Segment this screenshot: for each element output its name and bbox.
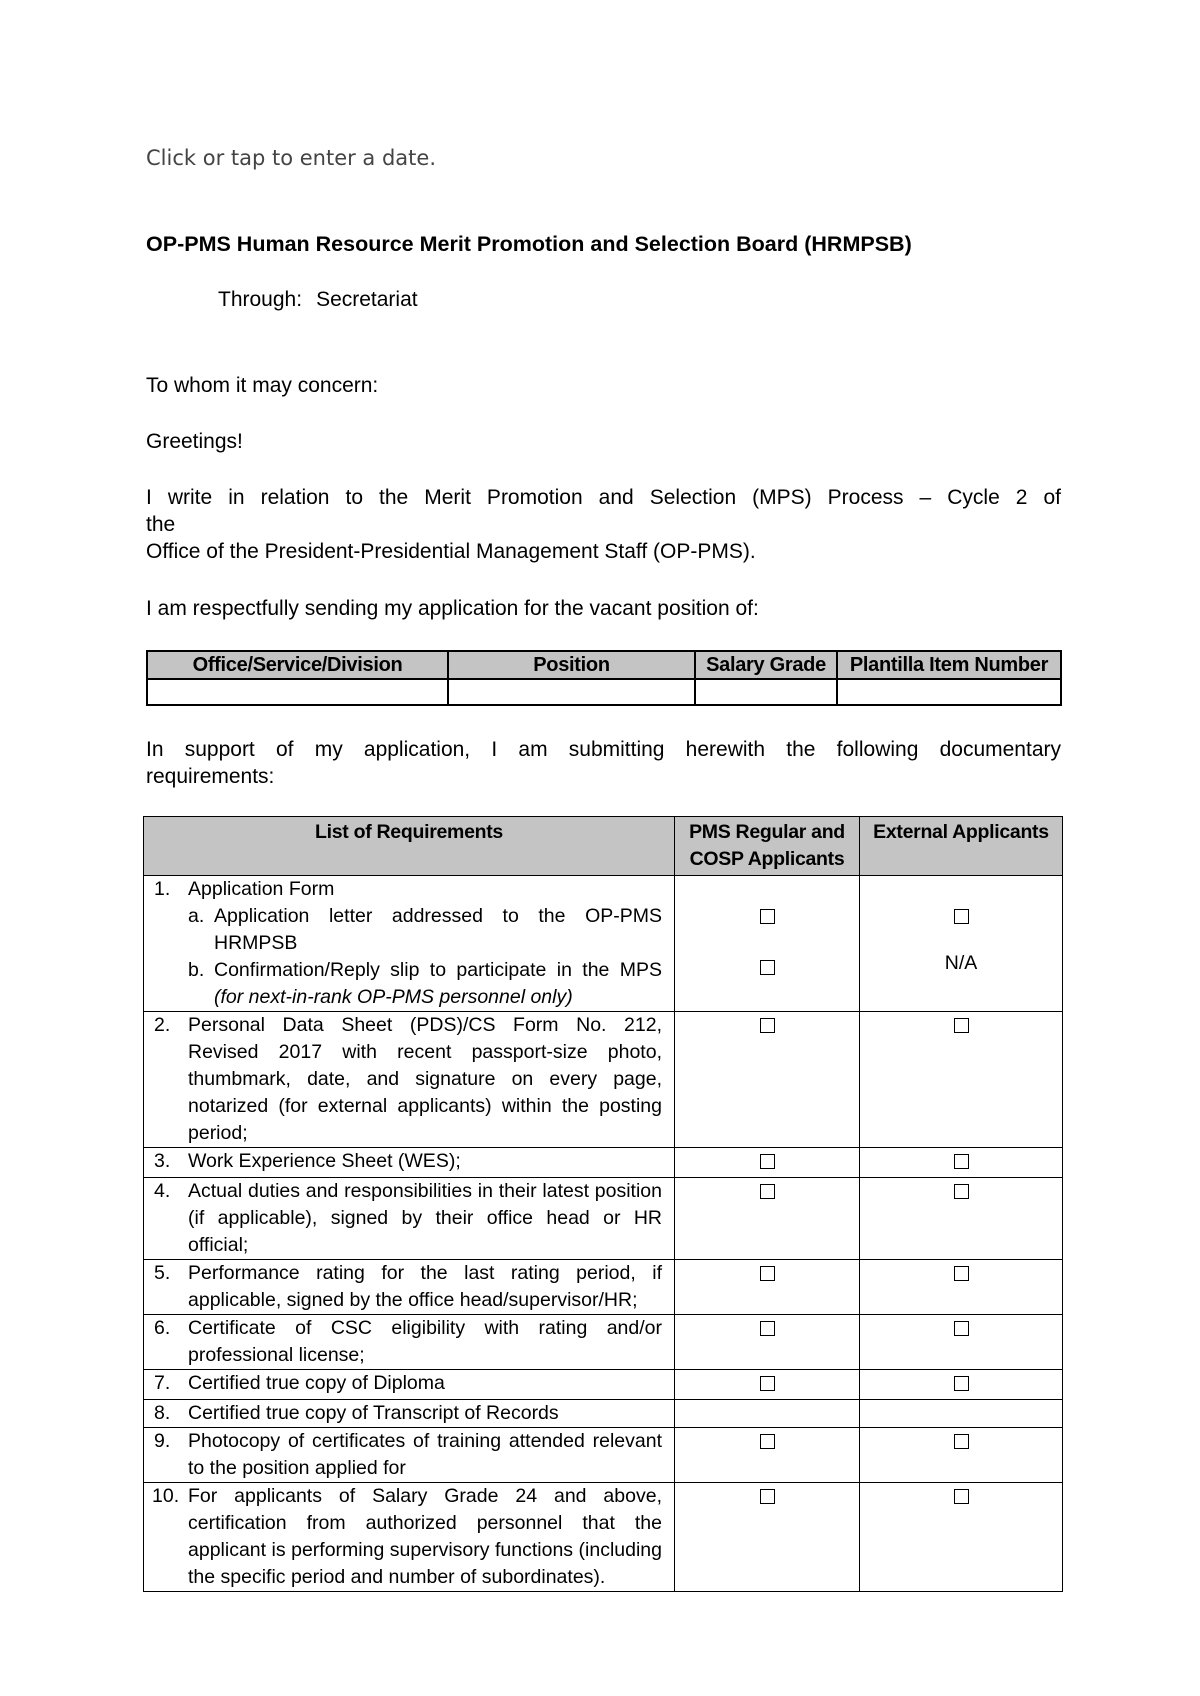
support-line-2: requirements: [146,765,275,788]
external-check-cell [860,1370,1063,1400]
item-number: 7. [154,1372,171,1394]
checkbox[interactable] [954,909,969,924]
office-input-cell[interactable] [147,679,448,705]
requirement-cell [144,1315,675,1370]
requirement-cell [144,1400,675,1428]
requirement-cell [144,1148,675,1178]
date-placeholder[interactable]: Click or tap to enter a date. [146,146,437,170]
position-table-input-row [147,679,1061,705]
intro-line-3: Office of the President-Presidential Management Staff (OP-PMS). [146,540,756,563]
item-number: 6. [154,1317,171,1339]
through-value: Secretariat [316,288,418,311]
external-check-cell [860,1260,1063,1315]
item-text: Actual duties and responsibilities in their latest position (if applicable), signed by their office head or HR official; [188,1180,662,1256]
table-row [144,876,1063,1012]
checkbox[interactable] [954,1434,969,1449]
item-text: Personal Data Sheet (PDS)/CS Form No. 212, Revised 2017 with recent passport-size photo, thumbmark, date, and signature on every page, notarized (for external applicants) within the posting period; [188,1014,662,1144]
checkbox[interactable] [954,1184,969,1199]
checkbox[interactable] [760,1184,775,1199]
col-pms-regular [675,817,860,876]
document-heading: OP-PMS Human Resource Merit Promotion and Selection Board (HRMPSB) [146,232,912,256]
external-check-cell [860,1315,1063,1370]
sub-letter: a. [188,905,205,927]
external-check-cell [860,1428,1063,1483]
checkbox[interactable] [760,909,775,924]
requirement-cell [144,1012,675,1148]
date-picker-field[interactable] [146,146,436,170]
col-plantilla: Plantilla Item Number [837,651,1061,679]
table-row [144,1428,1063,1483]
intro-line-1: I write in relation to the Merit Promotion and Selection (MPS) Process – Cycle 2 of [146,486,1061,509]
item-text: Performance rating for the last rating period, if applicable, signed by the office head/supervisor/HR; [188,1262,662,1311]
sub-text: Confirmation/Reply slip to participate in the MPS [214,959,662,981]
external-check-cell [860,876,1063,1012]
salary-grade-input-cell[interactable] [695,679,837,705]
pms-check-cell [675,1370,860,1400]
checkbox[interactable] [954,1266,969,1281]
table-row [144,1370,1063,1400]
checkbox[interactable] [760,1154,775,1169]
item-number: 8. [154,1402,171,1424]
item-number: 9. [154,1430,171,1452]
sub-text-italic: (for next-in-rank OP-PMS personnel only) [214,986,573,1008]
plantilla-input-cell[interactable] [837,679,1061,705]
sub-letter: b. [188,959,205,981]
pms-check-cell [675,1148,860,1178]
pms-check-cell [675,1178,860,1260]
sub-text: Application letter addressed to the OP-PMS HRMPSB [214,905,662,954]
pms-check-cell [675,1400,860,1428]
intro-line-2: the [146,513,176,536]
external-check-cell [860,1483,1063,1592]
requirement-cell [144,1260,675,1315]
requirements-header-row [144,817,1063,876]
checkbox[interactable] [760,1018,775,1033]
item-text: Work Experience Sheet (WES); [188,1150,461,1172]
item-number: 5. [154,1262,171,1284]
pms-check-cell [675,1315,860,1370]
pms-header-line-1: PMS Regular and [689,821,845,843]
through-line [218,288,418,312]
item-number: 10. [152,1485,180,1507]
na-label: N/A [944,952,978,974]
table-row [144,1012,1063,1148]
col-list-of-requirements: List of Requirements [144,817,675,876]
greeting: Greetings! [146,430,243,453]
checkbox[interactable] [760,1434,775,1449]
sending-paragraph: I am respectfully sending my application for the vacant position of: [146,597,759,620]
table-row [144,1400,1063,1428]
through-label: Through: [218,288,303,311]
pms-check-cell [675,1260,860,1315]
requirement-cell [144,1428,675,1483]
support-line-1: In support of my application, I am submitting herewith the following documentary [146,738,1061,761]
pms-header-line-2: COSP Applicants [689,848,845,870]
item-number: 1. [154,878,171,900]
position-table-header-row [147,651,1061,679]
position-input-cell[interactable] [448,679,695,705]
pms-check-cell [675,876,860,1012]
table-row [144,1148,1063,1178]
requirement-cell [144,1370,675,1400]
requirement-cell [144,1178,675,1260]
external-check-cell [860,1400,1063,1428]
item-text: Application Form [188,878,335,900]
external-check-cell [860,1178,1063,1260]
table-row [144,1260,1063,1315]
item-text: Certified true copy of Transcript of Records [188,1402,559,1424]
item-number: 2. [154,1014,171,1036]
position-table [146,650,1062,706]
pms-check-cell [675,1012,860,1148]
item-number: 4. [154,1180,171,1202]
table-row [144,1483,1063,1592]
checkbox[interactable] [760,1489,775,1504]
col-salary-grade: Salary Grade [695,651,837,679]
salutation: To whom it may concern: [146,374,379,397]
support-paragraph [146,736,1061,790]
table-row [144,1178,1063,1260]
external-check-cell [860,1012,1063,1148]
checkbox[interactable] [954,1154,969,1169]
item-text: For applicants of Salary Grade 24 and above, certification from authorized personnel that the applicant is performing supervisory functions (including the specific period and number of subordinates). [188,1485,662,1588]
col-position: Position [448,651,695,679]
checkbox[interactable] [954,1018,969,1033]
pms-check-cell [675,1483,860,1592]
checkbox[interactable] [954,1489,969,1504]
checkbox[interactable] [760,1376,775,1391]
checkbox[interactable] [760,1321,775,1336]
item-text: Photocopy of certificates of training attended relevant to the position applied for [188,1430,662,1479]
intro-paragraph [146,484,1061,565]
checkbox[interactable] [760,960,775,975]
checkbox[interactable] [954,1321,969,1336]
item-text: Certificate of CSC eligibility with rating and/or professional license; [188,1317,662,1366]
pms-check-cell [675,1428,860,1483]
requirements-table [143,816,1063,1592]
item-text: Certified true copy of Diploma [188,1372,445,1394]
table-row [144,1315,1063,1370]
requirement-cell [144,1483,675,1592]
col-external: External Applicants [860,817,1063,876]
checkbox[interactable] [954,1376,969,1391]
requirement-cell [144,876,675,1012]
item-number: 3. [154,1150,171,1172]
col-office: Office/Service/Division [147,651,448,679]
checkbox[interactable] [760,1266,775,1281]
external-check-cell [860,1148,1063,1178]
